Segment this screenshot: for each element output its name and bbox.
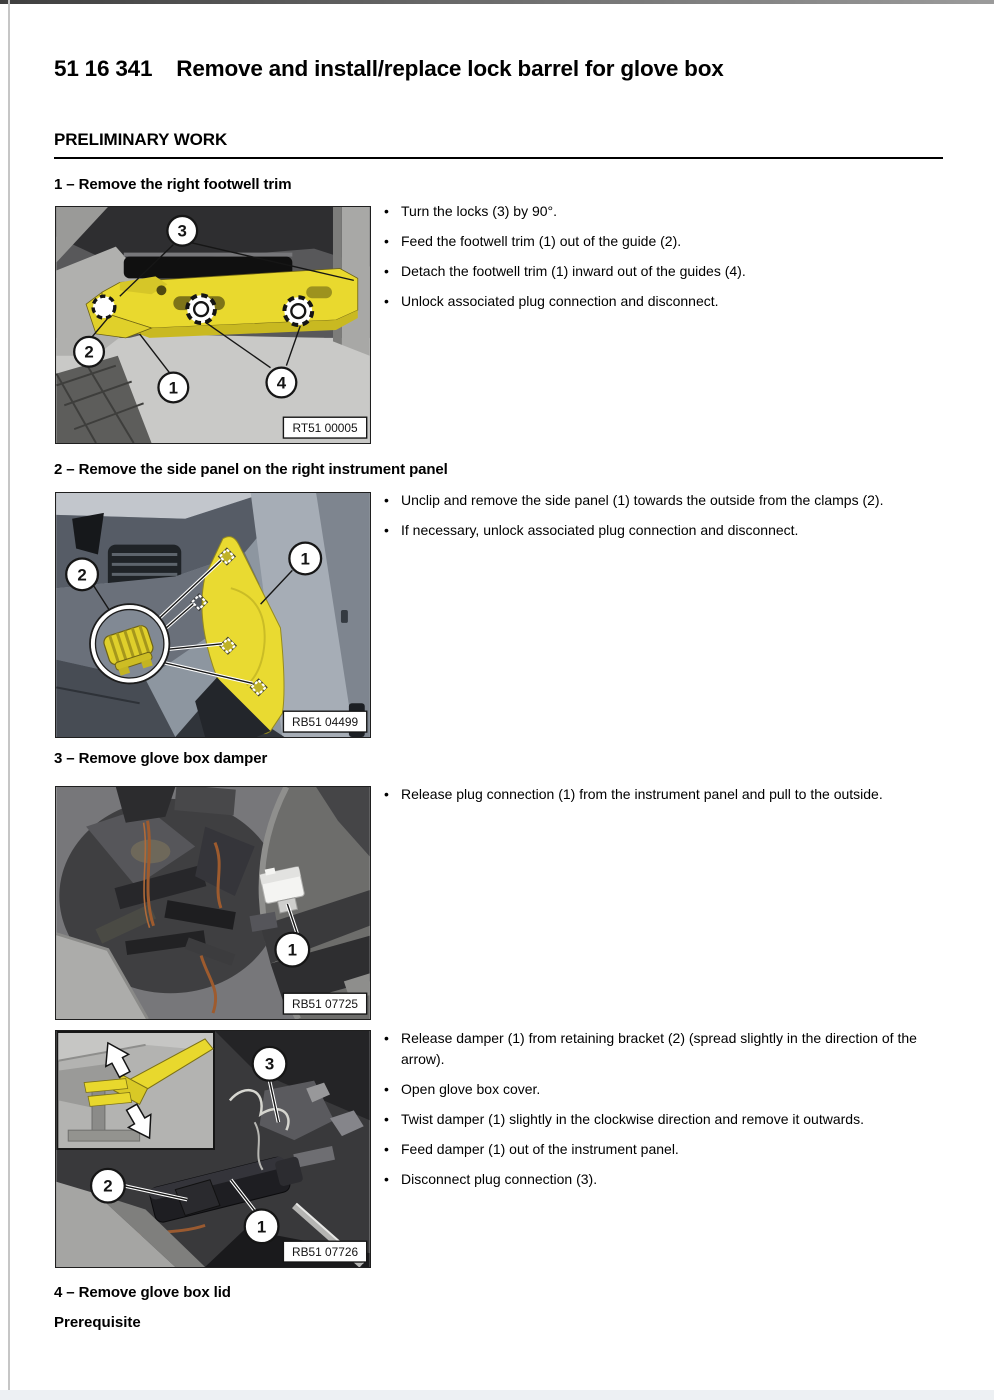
callout-3 [253,1047,287,1081]
step-3-heading: 3 – Remove glove box damper [54,750,268,767]
bullet-text: • Release plug connection (1) from the instrument panel and pull to the outside. [401,786,883,802]
left-margin-line [8,0,10,1400]
callout-1 [289,543,321,575]
bullet-item [384,490,951,511]
figure-label [283,993,366,1014]
figure-label [283,1241,366,1262]
callout-4 [267,368,297,398]
side-panel-illustration [56,493,370,737]
figure-plug-connection-photo [55,786,371,1020]
bullet-text: • Unlock associated plug connection and disconnect. [401,293,719,309]
svg-text:RB51 04499: RB51 04499 [292,715,359,730]
figure-damper-photo [55,1030,371,1268]
bullet-list-step3b [384,1028,951,1199]
bullet-list-step3a [384,784,951,814]
bullet-list-step2 [384,490,951,550]
step-2-heading: 2 – Remove the side panel on the right instrument panel [54,461,448,478]
magnifier-circle [90,604,169,683]
bullet-list-step1 [384,201,951,321]
svg-text:2: 2 [77,565,87,585]
svg-text:2: 2 [84,342,94,362]
page-title [54,56,724,82]
callout-2 [74,337,104,367]
bullet-item [384,1109,951,1130]
footwell-trim-illustration [56,207,370,443]
svg-text:3: 3 [264,1054,275,1074]
svg-text:1: 1 [256,1217,267,1237]
figure-footwell-trim [55,206,371,444]
doc-code: 51 16 341 [54,56,153,81]
bullet-item [384,1169,951,1190]
bullet-text: • Twist damper (1) slightly in the clockwise direction and remove it outwards. [401,1111,864,1127]
bullet-text: • If necessary, unlock associated plug connection and disconnect. [401,522,799,538]
lock-icon [284,297,312,325]
bullet-item [384,520,951,541]
lock-icon [187,295,215,323]
bullet-text: • Feed the footwell trim (1) out of the guide (2). [401,233,682,249]
bullet-text: • Turn the locks (3) by 90°. [401,203,558,219]
svg-text:RT51 00005: RT51 00005 [292,421,358,436]
bullet-text: • Detach the footwell trim (1) inward out of the guides (4). [401,263,746,279]
svg-text:3: 3 [177,221,187,241]
svg-text:RB51 07725: RB51 07725 [292,997,359,1012]
bullet-item [384,201,951,222]
bullet-item [384,231,951,252]
footer-band [0,1390,994,1400]
svg-text:1: 1 [300,549,310,569]
svg-text:2: 2 [103,1176,113,1196]
bullet-text: • Release damper (1) from retaining bracket (2) (spread slightly in the direction of the arrow). [401,1030,917,1067]
lock-icon [93,296,115,318]
svg-text:RB51 07726: RB51 07726 [292,1245,359,1260]
bullet-item [384,1079,951,1100]
callout-3 [167,216,197,246]
plug-connection-photo [56,787,370,1019]
bullet-item [384,291,951,312]
bullet-item [384,1028,951,1070]
bullet-text: • Disconnect plug connection (3). [401,1171,598,1187]
top-border [0,0,994,4]
bullet-text: • Feed damper (1) out of the instrument panel. [401,1141,679,1157]
section-header: PRELIMINARY WORK [54,130,943,159]
svg-text:1: 1 [287,940,298,960]
svg-text:1: 1 [168,378,179,398]
figure-label [283,711,366,732]
callout-2 [66,558,98,590]
bullet-item [384,261,951,282]
inset-detail [57,1032,214,1149]
prerequisite-label: Prerequisite [54,1314,141,1331]
callout-1 [275,933,309,967]
bullet-text: • Unclip and remove the side panel (1) towards the outside from the clamps (2). [401,492,884,508]
step-4-heading: 4 – Remove glove box lid [54,1284,231,1301]
callout-2 [91,1169,125,1203]
bullet-item [384,784,951,805]
figure-label [283,417,366,438]
figure-side-panel [55,492,371,738]
damper-photo [56,1031,370,1267]
bullet-item [384,1139,951,1160]
step-1-heading: 1 – Remove the right footwell trim [54,176,292,193]
callout-1 [245,1209,279,1243]
svg-text:4: 4 [276,373,287,393]
bullet-text: • Open glove box cover. [401,1081,541,1097]
callout-1 [158,373,188,403]
doc-title: Remove and install/replace lock barrel for glove box [176,56,724,81]
